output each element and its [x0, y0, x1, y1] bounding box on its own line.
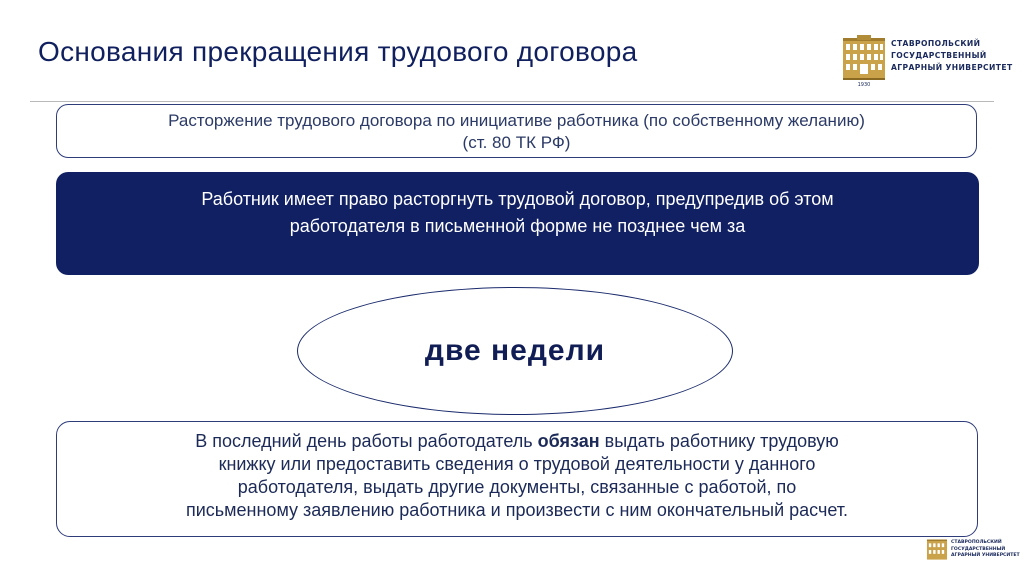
employee-right-line: Работник имеет право расторгнуть трудовой договор, предупредив об этом — [201, 189, 834, 209]
university-building-icon — [926, 537, 948, 564]
obligation-text: выдать работнику трудовую — [599, 431, 839, 451]
employee-right-box — [56, 172, 979, 275]
logo-line: СТАВРОПОЛЬСКИЙ — [891, 39, 981, 48]
logo-text — [891, 38, 1013, 74]
university-building-icon — [841, 34, 887, 88]
footer-logo-line: АГРАРНЫЙ УНИВЕРСИТЕТ — [951, 553, 1020, 559]
obligation-line: книжку или предоставить сведения о трудовой деятельности у данного — [218, 454, 816, 474]
footer-logo — [926, 537, 1020, 567]
subtitle-line: Расторжение трудового договора по инициативе работника (по собственному желанию) — [168, 111, 865, 130]
obligation-bold-word: обязан — [537, 431, 600, 451]
title-divider — [30, 101, 994, 102]
footer-logo-text — [951, 540, 1020, 560]
footer-logo-line: ГОСУДАРСТВЕННЫЙ — [951, 546, 1006, 552]
obligation-line — [57, 430, 977, 453]
slide-title: Основания прекращения трудового договора — [38, 36, 638, 67]
logo-line: АГРАРНЫЙ УНИВЕРСИТЕТ — [891, 63, 1013, 72]
subtitle-box — [56, 104, 977, 158]
obligation-line: работодателя, выдать другие документы, связанные с работой, по — [237, 477, 797, 497]
footer-logo-line: СТАВРОПОЛЬСКИЙ — [951, 540, 1002, 545]
employer-obligation-box — [56, 421, 978, 537]
employee-right-line: работодателя в письменной форме не позднее чем за — [289, 216, 746, 236]
notice-period-text: две недели — [424, 334, 606, 367]
obligation-text: В последний день работы работодатель — [195, 431, 538, 451]
logo-year: 1930 — [857, 82, 871, 88]
subtitle-line: (ст. 80 ТК РФ) — [462, 133, 571, 152]
obligation-line: письменному заявлению работника и произвести с ним окончательный расчет. — [185, 500, 848, 520]
university-logo — [841, 34, 1011, 92]
logo-line: ГОСУДАРСТВЕННЫЙ — [891, 51, 987, 60]
notice-period-ellipse — [297, 287, 733, 415]
